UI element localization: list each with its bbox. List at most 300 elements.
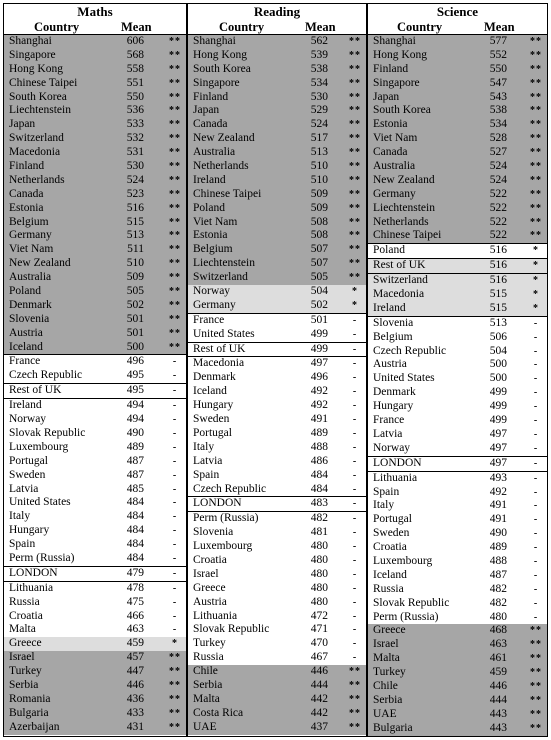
table-row [4,299,186,313]
significance-cell: * [533,302,539,314]
country-cell: Belgium [9,215,49,228]
significance-cell: - [352,498,358,510]
country-cell: Greece [193,581,226,594]
significance-cell: - [172,511,178,523]
table-row [4,132,186,146]
mean-cell: 490 [489,527,507,540]
significance-cell: - [533,373,539,385]
significance-cell: ** [530,230,542,242]
table-row [4,188,186,202]
table-row [188,342,366,357]
table-row [368,132,547,146]
table-row [188,707,366,721]
mean-cell: 486 [310,454,328,467]
country-cell: Switzerland [373,274,428,287]
significance-cell: - [352,372,358,384]
table-row [4,413,186,427]
table-row [4,679,186,693]
country-cell: Switzerland [9,132,64,145]
significance-cell: - [172,356,178,368]
table-row [368,160,547,174]
table-row [368,345,547,359]
mean-cell: 536 [126,104,144,117]
mean-cell: 494 [126,413,144,426]
significance-cell: ** [169,216,181,228]
country-cell: Rest of UK [9,384,62,397]
mean-cell: 488 [310,440,328,453]
mean-cell: 500 [489,358,507,371]
table-row [368,258,547,273]
country-cell: Portugal [193,426,232,439]
table-rows [188,35,366,735]
significance-cell: ** [349,36,361,47]
significance-cell: ** [169,174,181,186]
significance-cell: ** [349,202,361,214]
table-row [4,483,186,497]
mean-cell: 495 [126,369,144,382]
mean-cell: 480 [310,581,328,594]
mean-cell: 568 [126,48,144,61]
country-cell: UAE [193,720,217,733]
country-cell: Russia [9,595,40,608]
country-cell: Perm (Russia) [9,551,75,564]
mean-cell: 538 [310,62,328,75]
significance-cell: - [352,328,358,340]
mean-cell: 500 [126,340,144,353]
country-cell: South Korea [9,90,67,103]
country-cell: Chinese Taipei [373,229,442,242]
country-cell: Sweden [9,468,46,481]
country-cell: Norway [373,441,411,454]
mean-cell: 543 [489,90,507,103]
significance-cell: ** [169,652,181,664]
country-cell: Hong Kong [9,62,63,75]
table-row [368,400,547,414]
table-row [368,188,547,202]
country-cell: France [193,313,225,326]
table-row [4,510,186,524]
table-row [188,216,366,230]
table-row [368,63,547,77]
table-row [188,202,366,216]
country-cell: Serbia [9,678,39,691]
country-cell: Iceland [193,385,227,398]
significance-cell: ** [349,258,361,270]
table-row [4,398,186,413]
significance-cell: ** [530,722,542,734]
significance-cell: ** [530,147,542,159]
country-cell: Germany [373,187,416,200]
significance-cell: - [533,528,539,540]
mean-cell: 533 [126,118,144,131]
country-cell: Belgium [193,243,233,256]
significance-cell: - [172,385,178,397]
subject-title: Science [436,4,479,19]
country-cell: Hungary [9,524,50,537]
significance-cell: - [172,582,178,594]
mean-cell: 489 [489,541,507,554]
table-row [188,118,366,132]
table-row [368,456,547,471]
country-cell: United States [193,327,255,340]
country-cell: Poland [193,201,225,214]
mean-cell: 516 [126,201,144,214]
significance-cell: - [172,596,178,608]
mean-cell: 487 [489,568,507,581]
country-cell: Chinese Taipei [9,76,78,89]
table-row [368,216,547,230]
mean-cell: 516 [489,244,507,257]
table-row [368,569,547,583]
table-row [368,202,547,216]
country-header: Country [34,20,80,34]
mean-cell: 550 [126,90,144,103]
significance-cell: ** [349,666,361,678]
table-row [4,596,186,610]
significance-cell: ** [169,36,181,47]
table-row [188,174,366,188]
mean-cell: 484 [126,524,144,537]
mean-cell: 507 [310,257,328,270]
country-cell: Russia [373,582,404,595]
table-row [368,694,547,708]
table-row [368,386,547,400]
mean-header: Mean [305,20,336,34]
mean-cell: 513 [310,146,328,159]
table-row [4,469,186,483]
significance-cell: ** [169,286,181,298]
significance-cell: * [533,245,539,257]
table-row [4,49,186,63]
significance-cell: * [352,286,358,298]
table-row [188,328,366,342]
table-row [4,383,186,398]
significance-cell: ** [169,147,181,159]
mean-cell: 516 [489,259,507,272]
country-cell: United States [373,372,435,385]
table-row [368,527,547,541]
country-cell: Italy [9,510,31,523]
significance-cell: ** [349,272,361,284]
table-row [188,496,366,511]
country-cell: Denmark [9,298,52,311]
table-row [188,540,366,554]
country-cell: Czech Republic [9,369,83,382]
mean-cell: 463 [126,623,144,636]
significance-cell: - [533,583,539,595]
mean-cell: 459 [126,637,144,650]
mean-cell: 497 [489,427,507,440]
mean-cell: 492 [489,485,507,498]
significance-cell: ** [530,63,542,75]
table-row [188,63,366,77]
table-row [188,610,366,624]
table-row [188,637,366,651]
table-row [188,91,366,105]
table-row [368,104,547,118]
significance-cell: - [352,469,358,481]
significance-cell: ** [169,63,181,75]
table-row [4,63,186,77]
country-cell: Croatia [373,541,407,554]
significance-cell: ** [169,91,181,103]
mean-cell: 487 [126,454,144,467]
mean-cell: 446 [489,679,507,692]
country-cell: Hungary [373,400,414,413]
significance-cell: ** [169,299,181,311]
table-row [188,427,366,441]
mean-cell: 480 [310,567,328,580]
mean-cell: 444 [310,678,328,691]
country-cell: Spain [373,485,400,498]
table-row [4,441,186,455]
significance-cell: ** [169,341,181,353]
significance-cell: ** [530,680,542,692]
significance-cell: ** [349,174,361,186]
table-row [188,188,366,202]
significance-cell: - [172,624,178,636]
table-row [188,229,366,243]
country-cell: Germany [9,229,52,242]
mean-cell: 493 [489,471,507,484]
significance-cell: - [352,441,358,453]
table-row [4,637,186,651]
mean-cell: 488 [489,554,507,567]
mean-cell: 495 [126,384,144,397]
mean-cell: 491 [489,499,507,512]
table-row [4,707,186,721]
significance-cell: - [352,596,358,608]
country-cell: Chile [193,665,218,678]
country-cell: Belgium [373,330,413,343]
mean-cell: 508 [310,229,328,242]
mean-cell: 484 [310,482,328,495]
table-row [4,91,186,105]
significance-cell: ** [169,313,181,325]
significance-cell: ** [349,244,361,256]
country-cell: Sweden [373,527,410,540]
country-cell: Singapore [193,76,240,89]
significance-cell: - [172,483,178,495]
country-cell: Poland [373,244,405,257]
country-cell: Czech Republic [193,482,267,495]
significance-cell: - [533,317,539,329]
significance-cell: ** [349,105,361,117]
mean-header: Mean [121,20,152,34]
mean-cell: 480 [310,595,328,608]
country-cell: Germany [193,298,236,311]
significance-cell: - [533,428,539,440]
mean-cell: 461 [489,652,507,665]
mean-cell: 485 [126,482,144,495]
table-row [368,35,547,49]
significance-cell: ** [349,721,361,733]
table-row [4,693,186,707]
significance-cell: - [352,386,358,398]
pisa-scores-table [3,3,548,737]
significance-cell: - [172,610,178,622]
mean-cell: 524 [126,173,144,186]
significance-cell: - [533,500,539,512]
significance-cell: - [352,513,358,525]
mean-cell: 562 [310,35,328,47]
mean-cell: 463 [489,638,507,651]
table-row [368,499,547,513]
significance-cell: ** [349,230,361,242]
table-row [188,679,366,693]
country-cell: New Zealand [9,257,71,270]
country-cell: Rest of UK [193,342,246,355]
table-row [4,341,186,355]
mean-cell: 490 [126,426,144,439]
table-row [4,581,186,596]
mean-cell: 480 [310,540,328,553]
mean-cell: 510 [126,257,144,270]
significance-cell: - [172,370,178,382]
mean-cell: 504 [310,285,328,298]
table-row [368,358,547,372]
table-row [188,596,366,610]
table-row [188,399,366,413]
table-row [4,665,186,679]
country-cell: Australia [193,146,236,159]
table-rows [368,35,547,736]
mean-cell: 522 [489,229,507,242]
table-row [4,257,186,271]
subject-title: Maths [77,4,113,19]
table-row [368,638,547,652]
country-cell: Bulgaria [373,721,413,734]
significance-cell: ** [169,693,181,705]
country-cell: Netherlands [193,160,249,173]
significance-cell: ** [169,230,181,242]
mean-cell: 499 [489,386,507,399]
country-cell: Malta [193,692,220,705]
significance-cell: * [533,275,539,287]
country-cell: Viet Nam [373,132,418,145]
country-cell: Perm (Russia) [193,512,259,525]
significance-cell: ** [530,91,542,103]
mean-cell: 484 [310,468,328,481]
significance-cell: - [172,441,178,453]
significance-cell: - [172,469,178,481]
mean-cell: 501 [310,313,328,326]
country-cell: Portugal [373,513,412,526]
mean-cell: 506 [489,330,507,343]
mean-cell: 534 [310,76,328,89]
country-cell: Netherlands [373,215,429,228]
mean-cell: 478 [126,581,144,594]
significance-cell: * [533,289,539,301]
table-row [368,666,547,680]
significance-cell: ** [169,679,181,691]
mean-cell: 447 [126,665,144,678]
significance-cell: - [172,400,178,412]
table-row [188,511,366,526]
country-cell: Serbia [193,678,223,691]
table-row [188,651,366,665]
country-cell: Canada [373,146,408,159]
significance-cell: - [533,597,539,609]
significance-cell: - [533,569,539,581]
mean-cell: 515 [489,301,507,314]
mean-cell: 499 [310,342,328,355]
mean-cell: 436 [126,692,144,705]
significance-cell: ** [530,174,542,186]
country-cell: Israel [373,638,399,651]
country-cell: Italy [193,440,215,453]
table-row [368,541,547,555]
country-cell: Finland [193,90,229,103]
significance-cell: ** [349,77,361,89]
significance-cell: ** [169,202,181,214]
country-cell: Liechtenstein [193,257,255,270]
significance-cell: - [172,539,178,551]
mean-cell: 510 [310,173,328,186]
significance-cell: ** [169,105,181,117]
mean-cell: 472 [310,609,328,622]
mean-cell: 513 [489,316,507,329]
table-row [368,372,547,386]
mean-cell: 499 [489,414,507,427]
mean-cell: 524 [310,118,328,131]
table-row [368,316,547,331]
mean-cell: 496 [310,371,328,384]
mean-cell: 442 [310,706,328,719]
table-row [368,513,547,527]
mean-cell: 492 [310,385,328,398]
column-header [188,4,366,35]
country-cell: Japan [9,118,36,131]
country-cell: Denmark [193,371,236,384]
table-row [368,229,547,243]
significance-cell: ** [169,244,181,256]
country-cell: Croatia [9,609,43,622]
table-row [4,369,186,383]
table-row [4,35,186,49]
mean-cell: 501 [126,312,144,325]
mean-cell: 527 [489,146,507,159]
table-row [368,414,547,428]
mean-cell: 442 [310,692,328,705]
mean-cell: 443 [489,707,507,720]
country-cell: Spain [9,538,36,551]
country-cell: LONDON [9,566,58,579]
country-cell: Estonia [373,118,408,131]
mean-cell: 483 [310,497,328,510]
mean-cell: 529 [310,104,328,117]
mean-cell: 524 [489,160,507,173]
country-cell: Viet Nam [9,243,54,256]
country-cell: South Korea [193,62,251,75]
mean-cell: 497 [489,456,507,469]
table-row [4,285,186,299]
significance-cell: ** [169,188,181,200]
significance-cell: - [352,554,358,566]
country-cell: Ireland [193,173,226,186]
mean-cell: 489 [126,440,144,453]
mean-cell: 444 [489,693,507,706]
country-cell: Turkey [373,666,406,679]
mean-cell: 513 [126,229,144,242]
country-cell: Turkey [9,665,42,678]
mean-cell: 482 [310,512,328,525]
table-row [4,271,186,285]
table-row [4,354,186,369]
mean-cell: 515 [489,288,507,301]
mean-cell: 505 [310,271,328,284]
country-cell: Hungary [193,399,234,412]
